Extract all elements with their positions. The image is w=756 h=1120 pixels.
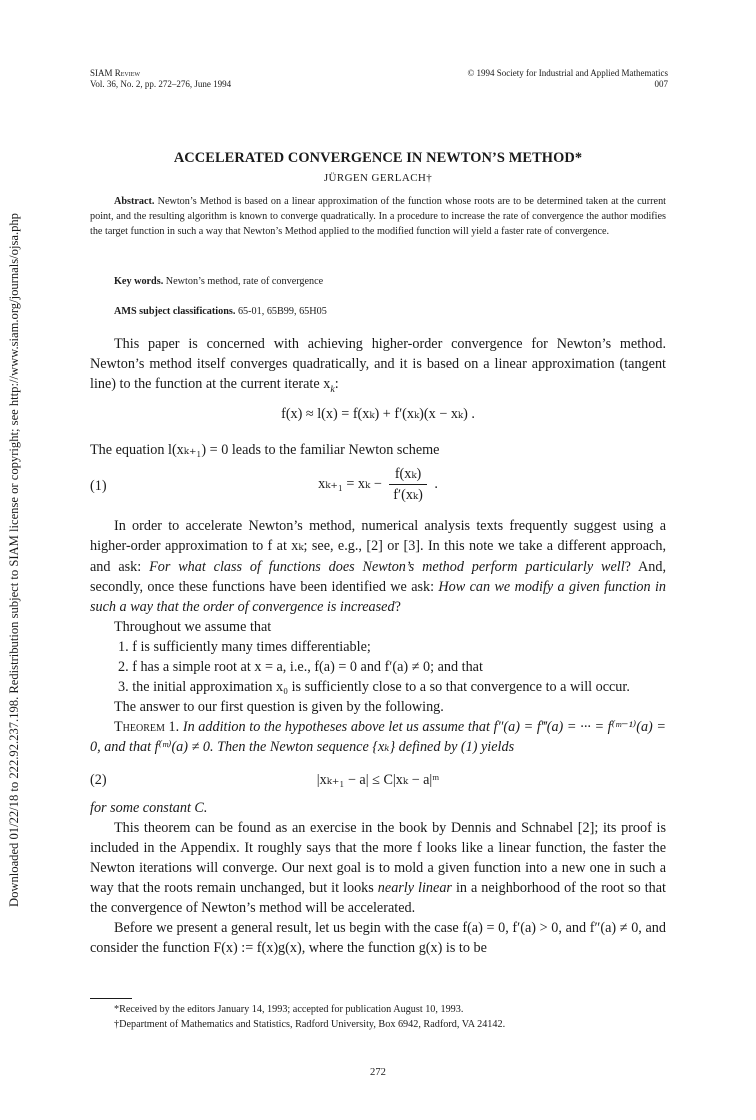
equation-2 bbox=[90, 764, 666, 794]
paragraph-approach bbox=[90, 516, 666, 616]
key-words-text: Newton’s method, rate of convergence bbox=[165, 276, 324, 287]
equation-1-tail: . bbox=[434, 476, 438, 493]
theorem-1 bbox=[90, 717, 666, 757]
download-watermark: Downloaded 01/22/18 to 222.92.237.198. Redistribution subject to SIAM license or copyright; see http://www.siam.org/journals/ojsa.php bbox=[7, 213, 21, 907]
journal-header bbox=[90, 68, 231, 90]
equation-tangent: f(x) ≈ l(x) = f(xₖ) + f′(xₖ)(x − xₖ) . bbox=[281, 406, 475, 423]
question-1: For what class of functions does Newton’s method perform particularly well bbox=[149, 558, 625, 575]
footnote-rule bbox=[90, 998, 132, 999]
paper-title: ACCELERATED CONVERGENCE IN NEWTON’S METHOD* bbox=[173, 150, 583, 166]
equation-1-numerator: f(xₖ) bbox=[389, 464, 427, 485]
equation-1-denominator: f′(xₖ) bbox=[393, 487, 423, 504]
page-number: 272 bbox=[370, 1067, 386, 1078]
key-words-label: Key words. bbox=[114, 276, 164, 287]
paragraph-approach-text-c: ? bbox=[394, 598, 401, 615]
journal-volume: Vol. 36, No. 2, pp. 272–276, June 1994 bbox=[90, 79, 232, 89]
body-text bbox=[90, 334, 666, 958]
assumption-1: 1. f is sufficiently many times differentiable; bbox=[118, 638, 371, 655]
key-words bbox=[114, 276, 323, 287]
equation-1 bbox=[90, 464, 666, 508]
abstract bbox=[90, 194, 666, 240]
equation-1-label: (1) bbox=[90, 478, 107, 495]
footnote-affiliation: †Department of Mathematics and Statistics, Radford University, Box 6942, Radford, VA 24142. bbox=[114, 1019, 506, 1030]
paragraph-answer: The answer to our first question is given by the following. bbox=[114, 699, 444, 716]
assumption-2: 2. f has a simple root at x = a, i.e., f(a) = 0 and f′(a) ≠ 0; and that bbox=[118, 659, 483, 676]
paragraph-intro: This paper is concerned with achieving higher-order convergence for Newton’s method. Newton’s method itself converges quadratically, and it is based on a linear approximation (tangent line) to the function at the current iterate $x_k$: bbox=[90, 336, 666, 396]
emphasis-nearly-linear: nearly linear bbox=[377, 879, 452, 896]
paragraph-assumptions: Throughout we assume that bbox=[114, 618, 272, 635]
assumption-3: 3. the initial approximation x₀ is sufficiently close to a so that convergence to a will occur. bbox=[118, 679, 630, 696]
copyright-line: © 1994 Society for Industrial and Applied Mathematics bbox=[467, 68, 668, 78]
paragraph-constant-text: for some constant C. bbox=[90, 799, 208, 816]
journal-name: SIAM Review bbox=[90, 68, 141, 78]
theorem-label: Theorem 1. bbox=[114, 719, 180, 736]
paragraph-approach-text-a: In order to accelerate Newton’s method, numerical analysis texts frequently suggest using a higher-order approximation to f at xₖ; see, e.g., [2] or [3]. In this note we take a different approach, and ask: bbox=[90, 518, 666, 575]
paragraph-discussion bbox=[90, 818, 666, 918]
author-name: JÜRGEN GERLACH† bbox=[323, 172, 433, 184]
paragraph-approach-text-b: ? And, secondly, once these functions have been identified we ask: bbox=[90, 558, 666, 595]
question-2: How can we modify a given function in such a way that the order of convergence is increased bbox=[90, 578, 666, 615]
paragraph-discussion-end: in a neighborhood of the root so that the convergence of Newton’s method will be accelerated. bbox=[90, 879, 666, 916]
paragraph-newton-scheme: The equation l(xₖ₊₁) = 0 leads to the familiar Newton scheme bbox=[90, 442, 440, 459]
copyright-header bbox=[467, 68, 668, 90]
ams-text: 65-01, 65B99, 65H05 bbox=[237, 306, 327, 317]
equation-2-body: |xₖ₊₁ − a| ≤ C|xₖ − a|ᵐ bbox=[316, 771, 440, 788]
ams-classification bbox=[114, 306, 327, 317]
abstract-label: Abstract. bbox=[114, 196, 155, 207]
paragraph-intro-text: This paper is concerned with achieving higher-order convergence for Newton’s method. Newton’s method itself converges quadratically, and it is based on a linear approximation (tangent line) to the function at the current iterate x bbox=[90, 336, 666, 393]
article-number: 007 bbox=[654, 79, 668, 89]
paragraph-discussion-text: This theorem can be found as an exercise in the book by Dennis and Schnabel [2]; its proof is included in the Appendix. It roughly says that the more f looks like a linear function, the faster the Newton iterations will converge. Our next goal is to mold a given function into a new one in such a way that the roots remain unchanged, but it looks bbox=[90, 819, 666, 896]
equation-2-label: (2) bbox=[90, 771, 107, 788]
equation-1-fraction bbox=[389, 464, 427, 505]
ams-label: AMS subject classifications. bbox=[114, 306, 236, 317]
equation-1-lhs: xₖ₊₁ = xₖ − bbox=[318, 476, 382, 493]
paragraph-constant bbox=[90, 798, 666, 818]
paragraph-general-result: Before we present a general result, let us begin with the case f(a) = 0, f′(a) > 0, and f″(a) ≠ 0, and consider the function F(x) := f(x)g(x), where the function g(x) is to be bbox=[90, 920, 666, 957]
abstract-text: Newton’s Method is based on a linear approximation of the function whose roots are to be determined taken at the current point, and the resulting algorithm is known to converge quadratically. In a procedure to increase the rate of convergence the author modifies the target function in such a way that Newton’s Method applied to the modified function will yield a faster rate of convergence. bbox=[90, 196, 667, 238]
theorem-text: In addition to the hypotheses above let us assume that f″(a) = f‴(a) = ··· = f⁽ᵐ⁻¹⁾(a) = 0, and that f⁽ᵐ⁾(a) ≠ 0. Then the Newton sequence {xₖ} defined by (1) yields bbox=[90, 719, 667, 756]
footnote-received: *Received by the editors January 14, 1993; accepted for publication August 10, 1993. bbox=[114, 1004, 464, 1015]
